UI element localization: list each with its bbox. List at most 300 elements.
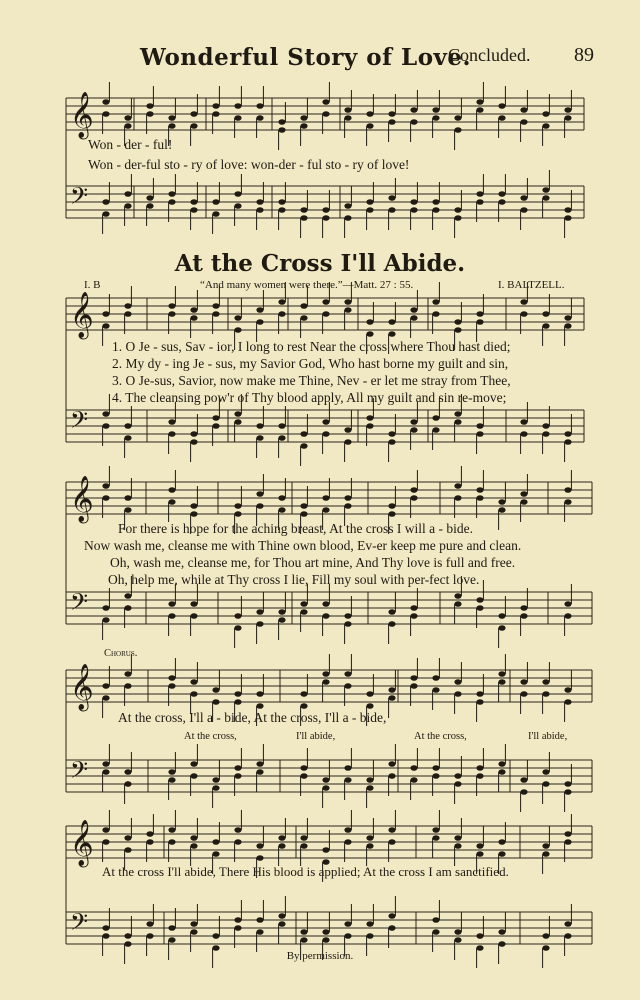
note-head [432,427,439,433]
note-head [300,503,307,509]
note-head [256,503,263,509]
note-head [212,933,219,939]
note-head [102,769,109,775]
note-head [168,199,175,205]
chorus-bass-cue-4: I'll abide, [528,731,568,742]
note-head [322,419,329,425]
note-head [564,921,571,927]
note-head [190,111,197,117]
note-head [366,691,373,697]
note-head [212,851,219,857]
verse-2-part-2: Now wash me, cleanse me with Thine own blood, Ev-er keep me pure and clean. [84,538,522,553]
note-head [410,495,417,501]
note-head [432,827,439,833]
note-head [542,111,549,117]
note-head [388,111,395,117]
note-head [476,319,483,325]
note-head [190,679,197,685]
note-head [124,769,131,775]
note-head [366,933,373,939]
note-head [388,621,395,627]
note-head [344,115,351,121]
note-head [190,307,197,313]
note-head [322,431,329,437]
note-head [168,487,175,493]
note-head [410,419,417,425]
note-head [124,781,131,787]
treble-clef: 𝄞 [70,292,94,338]
note-head [564,781,571,787]
note-head [344,107,351,113]
note-head [256,435,263,441]
note-head [498,199,505,205]
note-head [322,929,329,935]
note-head [278,609,285,615]
note-head [520,605,527,611]
note-head [432,115,439,121]
note-head [454,215,461,221]
note-head [388,207,395,213]
verse-1-part-2: For there is hope for the aching breast, At the cross I will a - bide. [118,521,474,536]
chorus-bass-cue-1: At the cross, [184,731,237,742]
note-head [388,761,395,767]
note-head [212,699,219,705]
note-head [256,199,263,205]
note-head [168,839,175,845]
note-head [520,679,527,685]
note-head [432,415,439,421]
note-head [344,307,351,313]
note-head [256,621,263,627]
note-head [234,327,241,333]
note-head [564,323,571,329]
note-head [322,601,329,607]
note-head [278,913,285,919]
note-head [146,111,153,117]
note-head [212,311,219,317]
note-head [234,925,241,931]
note-head [190,843,197,849]
note-head [388,331,395,337]
hymn-title: At the Cross I'll Abide. [174,250,466,277]
note-head [454,483,461,489]
note-head [322,207,329,213]
note-head [564,601,571,607]
note-head [124,423,131,429]
note-head [498,507,505,513]
note-head [520,613,527,619]
note-head [168,303,175,309]
note-head [366,123,373,129]
note-head [432,773,439,779]
note-head [124,123,131,129]
note-head [476,431,483,437]
note-head [322,785,329,791]
note-head [300,691,307,697]
note-head [256,491,263,497]
note-head [344,621,351,627]
note-head [168,311,175,317]
note-head [498,769,505,775]
note-head [476,773,483,779]
note-head [124,683,131,689]
note-head [190,773,197,779]
note-head [256,307,263,313]
note-head [498,499,505,505]
note-head [344,921,351,927]
note-head [102,199,109,205]
note-head [542,187,549,193]
note-head [124,847,131,853]
note-head [234,613,241,619]
prev-hymn-lyric-2: Won - der-ful sto - ry of love: won-der - ful sto - ry of love! [88,157,410,172]
note-head [234,411,241,417]
note-head [410,605,417,611]
note-head [278,199,285,205]
note-head [102,839,109,845]
note-head [432,929,439,935]
note-head [102,933,109,939]
note-head [278,127,285,133]
note-head [190,929,197,935]
concluded-label: Concluded. [448,45,531,65]
note-head [190,921,197,927]
note-head [124,495,131,501]
note-head [454,593,461,599]
page-number: 89 [574,44,594,66]
note-head [300,215,307,221]
note-head [102,99,109,105]
note-head [432,835,439,841]
note-head [542,769,549,775]
note-head [278,835,285,841]
note-head [564,933,571,939]
note-head [234,203,241,209]
verse-4-part-2: Oh, help me, while at Thy cross I lie, Fill my soul with per-fect love. [108,572,480,587]
note-head [102,605,109,611]
note-head [322,99,329,105]
page-header-title: Wonderful Story of Love. [140,44,472,71]
note-head [432,199,439,205]
note-head [498,625,505,631]
note-head [366,331,373,337]
note-head [476,487,483,493]
note-head [256,609,263,615]
note-head [432,299,439,305]
note-head [344,765,351,771]
note-head [432,675,439,681]
note-head [146,921,153,927]
note-head [234,625,241,631]
note-head [256,691,263,697]
note-head [388,439,395,445]
note-head [432,917,439,923]
note-head [520,789,527,795]
note-head [454,929,461,935]
note-head [564,687,571,693]
verse-2-part-1: 2. My dy - ing Je - sus, my Savior God, Who hast borne my guilt and sin, [112,356,509,371]
verse-1-part-1: 1. O Je - sus, Sav - ior, I long to rest Near the cross where Thou hast died; [112,339,511,354]
note-head [344,299,351,305]
note-head [366,207,373,213]
note-head [168,827,175,833]
note-head [146,933,153,939]
note-head [542,691,549,697]
verse-3-part-2: Oh, wash me, cleanse me, for Thou art mine, And Thy love is full and free. [110,555,516,570]
note-head [146,203,153,209]
note-head [520,119,527,125]
note-head [344,613,351,619]
chorus-bass-cue-2: I'll abide, [296,731,336,742]
verse-3-part-1: 3. O Je-sus, Savior, now make me Thine, Nev - er let me stray from Thee, [112,373,511,388]
note-head [410,315,417,321]
note-head [498,679,505,685]
note-head [234,115,241,121]
note-head [410,119,417,125]
note-head [300,929,307,935]
note-head [410,675,417,681]
note-head [234,511,241,517]
note-head [256,761,263,767]
note-head [454,127,461,133]
note-head [322,613,329,619]
prev-hymn-lyric-1: Won - der - ful! [88,137,173,152]
note-head [102,311,109,317]
note-head [476,311,483,317]
note-head [300,765,307,771]
chorus-lyric-2: At the cross I'll abide, There His blood is applied; At the cross I am sanctified. [102,864,509,879]
note-head [234,315,241,321]
note-head [388,839,395,845]
composer-name: I. BALTZELL. [498,279,565,291]
note-head [520,499,527,505]
note-head [454,781,461,787]
note-head [322,937,329,943]
note-head [212,777,219,783]
note-head [102,617,109,623]
bass-clef: 𝄢 [70,182,89,215]
note-head [564,699,571,705]
note-head [212,423,219,429]
note-head [476,199,483,205]
note-head [102,423,109,429]
note-head [564,215,571,221]
note-head [388,913,395,919]
note-head [432,107,439,113]
note-head [542,311,549,317]
note-head [542,423,549,429]
note-head [388,503,395,509]
chorus-label: Chorus. [104,648,138,659]
note-head [454,691,461,697]
note-head [388,431,395,437]
note-head [234,773,241,779]
note-head [454,843,461,849]
note-head [410,487,417,493]
note-head [278,495,285,501]
note-head [212,687,219,693]
note-head [344,777,351,783]
note-head [344,827,351,833]
note-head [410,107,417,113]
note-head [146,839,153,845]
note-head [256,703,263,709]
note-head [388,687,395,693]
note-head [564,789,571,795]
note-head [234,503,241,509]
bass-clef: 𝄢 [70,588,89,621]
note-head [344,671,351,677]
note-head [168,925,175,931]
note-head [256,843,263,849]
note-head [212,303,219,309]
note-head [410,427,417,433]
note-head [190,439,197,445]
note-head [234,691,241,697]
note-head [102,211,109,217]
note-head [520,419,527,425]
note-head [564,115,571,121]
note-head [366,111,373,117]
note-head [300,123,307,129]
note-head [542,431,549,437]
note-head [564,831,571,837]
note-head [322,299,329,305]
note-head [366,777,373,783]
note-head [124,191,131,197]
note-head [520,195,527,201]
note-head [388,773,395,779]
note-head [498,761,505,767]
note-head [476,933,483,939]
treble-clef: 𝄞 [70,820,94,866]
note-head [190,123,197,129]
note-head [366,835,373,841]
note-head [344,683,351,689]
note-head [322,311,329,317]
note-head [256,929,263,935]
note-head [102,483,109,489]
note-head [212,415,219,421]
note-head [168,601,175,607]
note-head [168,419,175,425]
note-head [300,703,307,709]
scripture-reference: “And many women were there.”—Matt. 27 : 55. [200,279,414,291]
note-head [344,495,351,501]
note-head [300,511,307,517]
note-head [344,839,351,845]
note-head [146,103,153,109]
note-head [476,495,483,501]
note-head [564,207,571,213]
note-head [520,207,527,213]
note-head [498,839,505,845]
note-head [498,103,505,109]
note-head [102,411,109,417]
note-head [388,695,395,701]
note-head [256,207,263,213]
note-head [366,921,373,927]
note-head [278,507,285,513]
note-head [190,511,197,517]
note-head [454,773,461,779]
note-head [476,99,483,105]
note-head [542,123,549,129]
note-head [234,103,241,109]
note-head [344,933,351,939]
note-head [454,115,461,121]
note-head [212,211,219,217]
note-head [300,773,307,779]
note-head [388,319,395,325]
note-head [256,855,263,861]
note-head [454,419,461,425]
note-head [498,191,505,197]
note-head [454,207,461,213]
note-head [190,315,197,321]
note-head [476,605,483,611]
note-head [146,195,153,201]
note-head [190,691,197,697]
note-head [564,107,571,113]
note-head [498,929,505,935]
note-head [212,839,219,845]
note-head [124,203,131,209]
note-head [102,827,109,833]
note-head [344,203,351,209]
note-head [410,613,417,619]
note-head [520,107,527,113]
note-head [520,299,527,305]
note-head [124,435,131,441]
note-head [498,613,505,619]
note-head [256,115,263,121]
note-head [498,851,505,857]
note-head [278,299,285,305]
note-head [322,507,329,513]
note-head [278,617,285,623]
note-head [300,115,307,121]
note-head [344,439,351,445]
note-head [454,495,461,501]
note-head [410,307,417,313]
note-head [124,671,131,677]
note-head [542,843,549,849]
note-head [564,315,571,321]
note-head [256,769,263,775]
treble-clef: 𝄞 [70,664,94,710]
note-head [476,597,483,603]
verse-4-part-1: 4. The cleansing pow'r of Thy blood apply, All my guilt and sin re-move; [112,390,507,405]
note-head [146,831,153,837]
note-head [278,843,285,849]
note-head [322,671,329,677]
note-head [190,613,197,619]
note-head [234,839,241,845]
note-head [410,765,417,771]
note-head [476,765,483,771]
note-head [190,601,197,607]
note-head [322,495,329,501]
note-head [366,843,373,849]
bass-clef: 𝄢 [70,756,89,789]
note-head [542,679,549,685]
note-head [410,199,417,205]
note-head [190,199,197,205]
note-head [432,207,439,213]
note-head [234,699,241,705]
note-head [322,111,329,117]
